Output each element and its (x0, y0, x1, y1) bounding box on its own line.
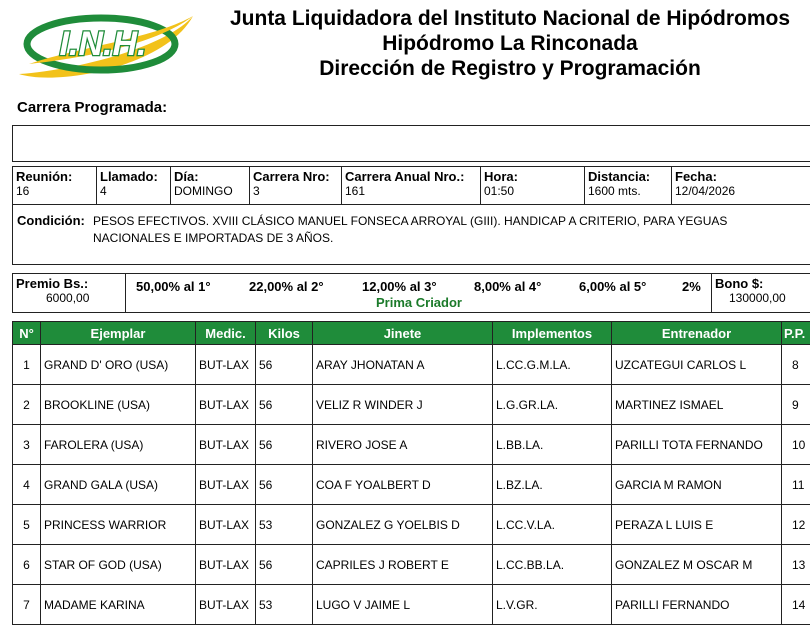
header-racetrack: Hipódromo La Rinconada (382, 32, 638, 55)
cell-medic: BUT-LAX (196, 425, 256, 465)
cell-entrenador: UZCATEGUI CARLOS L (612, 345, 782, 385)
cell-medic: BUT-LAX (196, 545, 256, 585)
col-header-ejemplar: Ejemplar (41, 322, 196, 345)
premio-value: 6000,00 (46, 291, 90, 305)
prize-fifth: 6,00% al 5° (579, 279, 647, 294)
cell-ejemplar: GRAND GALA (USA) (41, 465, 196, 505)
cell-jinete: RIVERO JOSE A (313, 425, 493, 465)
fecha-label: Fecha: (675, 169, 717, 184)
bono-value: 130000,00 (729, 291, 786, 305)
cell-pp: 9 (782, 385, 810, 425)
cell-medic: BUT-LAX (196, 345, 256, 385)
document-header (200, 6, 810, 81)
cell-number: 5 (13, 505, 41, 545)
cell-kilos: 56 (256, 345, 313, 385)
reunion-cell (13, 167, 96, 204)
carrera-label: Carrera Nro: (253, 169, 330, 184)
cell-ejemplar: PRINCESS WARRIOR (41, 505, 196, 545)
cell-jinete: LUGO V JAIME L (313, 585, 493, 625)
cell-jinete: COA F YOALBERT D (313, 465, 493, 505)
col-header-jinete: Jinete (313, 322, 493, 345)
fecha-value: 12/04/2026 (675, 184, 736, 198)
header-institution: Junta Liquidadora del Instituto Nacional de Hipódromos (229, 7, 791, 30)
dia-value: DOMINGO (174, 184, 233, 198)
cell-entrenador: MARTINEZ ISMAEL (612, 385, 782, 425)
cell-number: 1 (13, 345, 41, 385)
table-row (13, 345, 810, 385)
section-title: Carrera Programada: (17, 99, 168, 116)
table-row (13, 505, 810, 545)
cell-implementos: L.BZ.LA. (493, 465, 612, 505)
cell-entrenador: GONZALEZ M OSCAR M (612, 545, 782, 585)
condition-text: PESOS EFECTIVOS. XVIII CLÁSICO MANUEL FONSECA ARROYAL (GIII). HANDICAP A CRITERIO, PARA YEGUAS NACIONALES E IMPORTADAS DE 3 AÑOS. (93, 214, 728, 245)
cell-pp: 10 (782, 425, 810, 465)
table-row (13, 465, 810, 505)
hora-value: 01:50 (484, 184, 515, 198)
cell-kilos: 56 (256, 425, 313, 465)
cell-implementos: L.V.GR. (493, 585, 612, 625)
llamado-value: 4 (100, 184, 107, 198)
prize-distribution (125, 274, 711, 312)
table-row (13, 425, 810, 465)
logo-text: I.N.H. (59, 25, 147, 63)
prize-third: 12,00% al 3° (362, 279, 437, 294)
cell-entrenador: PARILLI TOTA FERNANDO (612, 425, 782, 465)
cell-entrenador: PERAZA L LUIS E (612, 505, 782, 545)
prize-breeder-pct: 2% (682, 279, 701, 294)
cell-medic: BUT-LAX (196, 465, 256, 505)
inh-logo (15, 8, 197, 86)
premio-label: Premio Bs.: (16, 276, 89, 291)
cell-medic: BUT-LAX (196, 505, 256, 545)
col-header-medic: Medic. (196, 322, 256, 345)
prima-criador: Prima Criador (376, 295, 462, 310)
carrera-value: 3 (253, 184, 260, 198)
reunion-label: Reunión: (16, 169, 73, 184)
distancia-label: Distancia: (588, 169, 651, 184)
cell-ejemplar: FAROLERA (USA) (41, 425, 196, 465)
distancia-value: 1600 mts. (588, 184, 641, 198)
col-header-number: N° (13, 322, 41, 345)
prize-row (12, 273, 810, 313)
table-row (13, 385, 810, 425)
race-name-box (12, 125, 810, 162)
cell-implementos: L.BB.LA. (493, 425, 612, 465)
cell-number: 2 (13, 385, 41, 425)
condition-box (12, 205, 810, 265)
fecha-cell (671, 167, 810, 204)
dia-cell (170, 167, 249, 204)
cell-kilos: 56 (256, 545, 313, 585)
cell-ejemplar: BROOKLINE (USA) (41, 385, 196, 425)
cell-entrenador: PARILLI FERNANDO (612, 585, 782, 625)
cell-pp: 14 (782, 585, 810, 625)
cell-ejemplar: STAR OF GOD (USA) (41, 545, 196, 585)
anual-value: 161 (345, 184, 366, 198)
cell-kilos: 56 (256, 465, 313, 505)
dia-label: Día: (174, 169, 199, 184)
cell-number: 4 (13, 465, 41, 505)
prize-fourth: 8,00% al 4° (474, 279, 542, 294)
bono-cell (711, 274, 810, 312)
cell-kilos: 53 (256, 585, 313, 625)
cell-pp: 8 (782, 345, 810, 385)
carrera-cell (249, 167, 341, 204)
anual-label: Carrera Anual Nro.: (345, 169, 465, 184)
prize-first: 50,00% al 1° (136, 279, 211, 294)
table-header-row (13, 322, 810, 345)
cell-implementos: L.G.GR.LA. (493, 385, 612, 425)
reunion-value: 16 (16, 184, 30, 198)
cell-jinete: VELIZ R WINDER J (313, 385, 493, 425)
cell-entrenador: GARCIA M RAMON (612, 465, 782, 505)
cell-jinete: CAPRILES J ROBERT E (313, 545, 493, 585)
cell-number: 6 (13, 545, 41, 585)
cell-medic: BUT-LAX (196, 385, 256, 425)
distancia-cell (584, 167, 671, 204)
cell-ejemplar: MADAME KARINA (41, 585, 196, 625)
cell-implementos: L.CC.G.M.LA. (493, 345, 612, 385)
condition-label: Condición: (17, 213, 85, 228)
entries-table (12, 321, 810, 625)
race-info-row (12, 166, 810, 205)
llamado-cell (96, 167, 170, 204)
cell-pp: 12 (782, 505, 810, 545)
col-header-entrenador: Entrenador (612, 322, 782, 345)
col-header-kilos: Kilos (256, 322, 313, 345)
cell-implementos: L.CC.V.LA. (493, 505, 612, 545)
cell-number: 3 (13, 425, 41, 465)
llamado-label: Llamado: (100, 169, 158, 184)
table-row (13, 585, 810, 625)
cell-ejemplar: GRAND D' ORO (USA) (41, 345, 196, 385)
cell-implementos: L.CC.BB.LA. (493, 545, 612, 585)
table-row (13, 545, 810, 585)
col-header-implementos: Implementos (493, 322, 612, 345)
cell-pp: 11 (782, 465, 810, 505)
premio-cell (13, 274, 125, 312)
cell-number: 7 (13, 585, 41, 625)
cell-pp: 13 (782, 545, 810, 585)
header-department: Dirección de Registro y Programación (319, 57, 701, 80)
hora-label: Hora: (484, 169, 518, 184)
cell-kilos: 56 (256, 385, 313, 425)
cell-kilos: 53 (256, 505, 313, 545)
prize-second: 22,00% al 2° (249, 279, 324, 294)
cell-jinete: GONZALEZ G YOELBIS D (313, 505, 493, 545)
col-header-pp: P.P. (782, 322, 810, 345)
cell-medic: BUT-LAX (196, 585, 256, 625)
cell-jinete: ARAY JHONATAN A (313, 345, 493, 385)
anual-cell (341, 167, 480, 204)
bono-label: Bono $: (715, 276, 764, 291)
hora-cell (480, 167, 584, 204)
